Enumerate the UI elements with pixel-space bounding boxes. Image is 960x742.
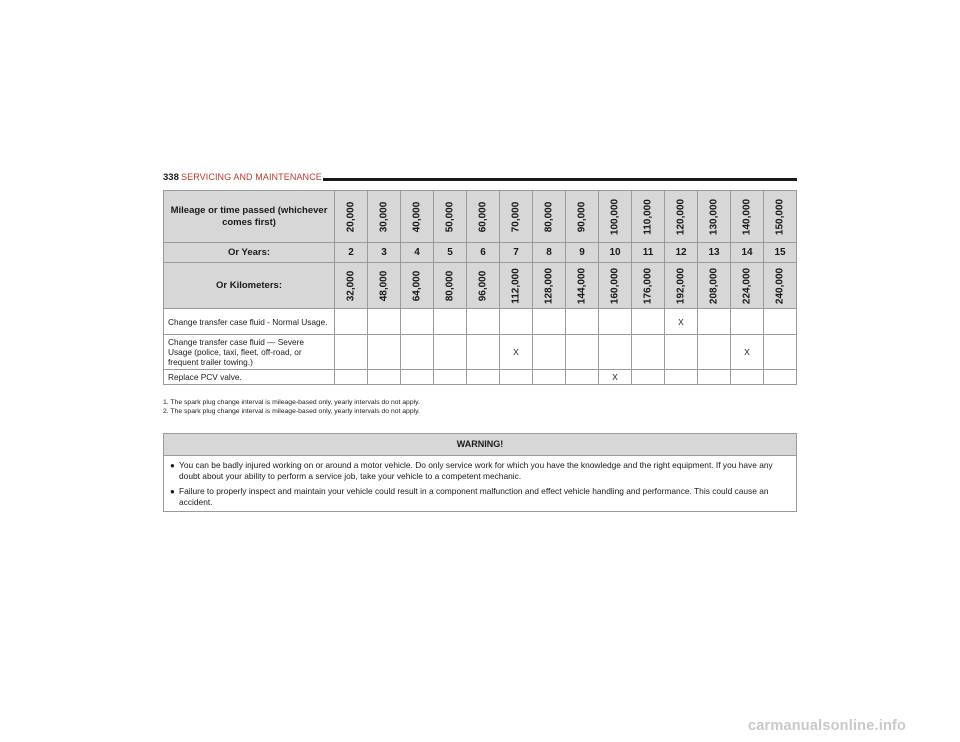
mileage-row-value: 100,000 <box>609 198 621 235</box>
interval-mark <box>434 370 467 385</box>
interval-mark <box>698 370 731 385</box>
mileage-row-cell <box>401 191 434 243</box>
kilometers-row-cell <box>335 263 368 309</box>
interval-mark <box>467 335 500 370</box>
years-row-value: 10 <box>599 243 632 263</box>
interval-mark <box>335 370 368 385</box>
interval-mark <box>467 370 500 385</box>
mileage-row-cell <box>698 191 731 243</box>
years-row-value: 3 <box>368 243 401 263</box>
interval-mark <box>500 370 533 385</box>
kilometers-row-cell <box>566 263 599 309</box>
kilometers-row-value: 96,000 <box>477 270 489 301</box>
kilometers-row-value: 144,000 <box>576 267 588 304</box>
interval-mark <box>335 309 368 335</box>
kilometers-row-label: Or Kilometers: <box>164 263 335 309</box>
interval-mark <box>698 309 731 335</box>
kilometers-row-cell <box>533 263 566 309</box>
task-label: Change transfer case fluid — Severe Usage (police, taxi, fleet, off-road, or frequent trailer towing.) <box>164 335 335 370</box>
interval-mark <box>467 309 500 335</box>
footnote-2: 2. The spark plug change interval is mileage-based only, yearly intervals do not apply. <box>163 408 420 415</box>
footnotes <box>163 398 420 416</box>
mileage-row-cell <box>764 191 797 243</box>
years-row-value: 14 <box>731 243 764 263</box>
kilometers-row-cell <box>632 263 665 309</box>
table-row <box>164 370 797 385</box>
interval-mark <box>599 309 632 335</box>
mileage-row-value: 60,000 <box>477 201 489 232</box>
interval-mark <box>566 370 599 385</box>
mileage-row-value: 30,000 <box>378 201 390 232</box>
mileage-row-cell <box>467 191 500 243</box>
kilometers-row-value: 176,000 <box>642 267 654 304</box>
interval-mark <box>533 335 566 370</box>
interval-mark <box>632 309 665 335</box>
mileage-row-value: 120,000 <box>675 198 687 235</box>
years-row-value: 2 <box>335 243 368 263</box>
interval-mark <box>566 335 599 370</box>
interval-mark <box>665 335 698 370</box>
kilometers-row-value: 32,000 <box>345 270 357 301</box>
mileage-row-cell <box>335 191 368 243</box>
kilometers-row-cell <box>599 263 632 309</box>
footnote-1: 1. The spark plug change interval is mileage-based only, yearly intervals do not apply. <box>163 399 420 406</box>
mileage-row-value: 150,000 <box>774 198 786 235</box>
interval-mark <box>533 370 566 385</box>
kilometers-row-value: 160,000 <box>609 267 621 304</box>
kilometers-row-value: 192,000 <box>675 267 687 304</box>
years-row-value: 8 <box>533 243 566 263</box>
interval-mark <box>665 370 698 385</box>
watermark: carmanualsonline.info <box>748 718 907 734</box>
interval-mark <box>731 309 764 335</box>
interval-mark <box>335 335 368 370</box>
table-row <box>164 335 797 370</box>
warning-text: Failure to properly inspect and maintain your vehicle could result in a component malfunction and effect vehicle handling and performance. This could cause an accident. <box>179 486 769 507</box>
warning-box <box>163 433 797 512</box>
mileage-row-value: 90,000 <box>576 201 588 232</box>
mileage-row-value: 70,000 <box>510 201 522 232</box>
mileage-row-value: 40,000 <box>411 201 423 232</box>
kilometers-row-cell <box>731 263 764 309</box>
kilometers-row <box>164 263 797 309</box>
mileage-row-value: 110,000 <box>642 198 654 235</box>
mileage-row-cell <box>434 191 467 243</box>
years-row-value: 4 <box>401 243 434 263</box>
interval-mark <box>368 370 401 385</box>
interval-mark <box>764 309 797 335</box>
interval-mark <box>632 335 665 370</box>
kilometers-row-cell <box>698 263 731 309</box>
interval-mark <box>632 370 665 385</box>
warning-title: WARNING! <box>164 434 796 456</box>
mileage-row-value: 80,000 <box>543 201 555 232</box>
header-rule <box>323 178 797 181</box>
warning-list <box>164 460 796 508</box>
warning-item <box>164 486 796 508</box>
interval-mark <box>533 309 566 335</box>
interval-mark <box>368 309 401 335</box>
kilometers-row-cell <box>665 263 698 309</box>
kilometers-row-value: 128,000 <box>543 267 555 304</box>
interval-mark: X <box>665 309 698 335</box>
interval-mark: X <box>731 335 764 370</box>
mileage-row-label: Mileage or time passed (whichever comes first) <box>164 191 335 243</box>
bullet-icon: ● <box>170 487 175 496</box>
years-row-value: 5 <box>434 243 467 263</box>
years-row-value: 11 <box>632 243 665 263</box>
table-row <box>164 309 797 335</box>
mileage-row-cell <box>599 191 632 243</box>
task-label: Change transfer case fluid - Normal Usage. <box>164 309 335 335</box>
years-row-value: 12 <box>665 243 698 263</box>
page-number: 338 <box>163 172 179 183</box>
kilometers-row-cell <box>368 263 401 309</box>
kilometers-row-value: 112,000 <box>510 267 522 304</box>
mileage-row-value: 20,000 <box>345 201 357 232</box>
kilometers-row-value: 208,000 <box>708 267 720 304</box>
kilometers-row-cell <box>500 263 533 309</box>
kilometers-row-value: 48,000 <box>378 270 390 301</box>
section-title: SERVICING AND MAINTENANCE <box>181 172 322 182</box>
page-header <box>163 172 797 186</box>
interval-mark <box>434 335 467 370</box>
warning-item <box>164 460 796 482</box>
interval-mark <box>401 335 434 370</box>
kilometers-row-value: 224,000 <box>741 267 753 304</box>
mileage-row-value: 130,000 <box>708 198 720 235</box>
interval-mark <box>368 335 401 370</box>
mileage-row-value: 140,000 <box>741 198 753 235</box>
kilometers-row-cell <box>434 263 467 309</box>
years-row-value: 13 <box>698 243 731 263</box>
mileage-row-cell <box>500 191 533 243</box>
warning-text: You can be badly injured working on or around a motor vehicle. Do only service work for which you have the knowledge and the right equipment. If you have any doubt about your ability to perform a service job, take your vehicle to a competent mechanic. <box>179 460 773 481</box>
interval-mark <box>764 335 797 370</box>
interval-mark <box>566 309 599 335</box>
years-row-label: Or Years: <box>164 243 335 263</box>
kilometers-row-cell <box>467 263 500 309</box>
mileage-row-value: 50,000 <box>444 201 456 232</box>
interval-mark <box>731 370 764 385</box>
kilometers-row-cell <box>401 263 434 309</box>
bullet-icon: ● <box>170 461 175 470</box>
task-label: Replace PCV valve. <box>164 370 335 385</box>
maintenance-schedule-table <box>163 190 797 385</box>
years-row <box>164 243 797 263</box>
mileage-row-cell <box>632 191 665 243</box>
interval-mark: X <box>500 335 533 370</box>
mileage-row-cell <box>368 191 401 243</box>
kilometers-row-value: 240,000 <box>774 267 786 304</box>
kilometers-row-value: 80,000 <box>444 270 456 301</box>
years-row-value: 15 <box>764 243 797 263</box>
interval-mark: X <box>599 370 632 385</box>
kilometers-row-value: 64,000 <box>411 270 423 301</box>
interval-mark <box>500 309 533 335</box>
years-row-value: 7 <box>500 243 533 263</box>
interval-mark <box>599 335 632 370</box>
interval-mark <box>434 309 467 335</box>
interval-mark <box>401 309 434 335</box>
interval-mark <box>764 370 797 385</box>
interval-mark <box>401 370 434 385</box>
mileage-row-cell <box>731 191 764 243</box>
mileage-row-cell <box>665 191 698 243</box>
interval-mark <box>698 335 731 370</box>
mileage-row-cell <box>566 191 599 243</box>
mileage-row <box>164 191 797 243</box>
mileage-row-cell <box>533 191 566 243</box>
kilometers-row-cell <box>764 263 797 309</box>
years-row-value: 9 <box>566 243 599 263</box>
years-row-value: 6 <box>467 243 500 263</box>
